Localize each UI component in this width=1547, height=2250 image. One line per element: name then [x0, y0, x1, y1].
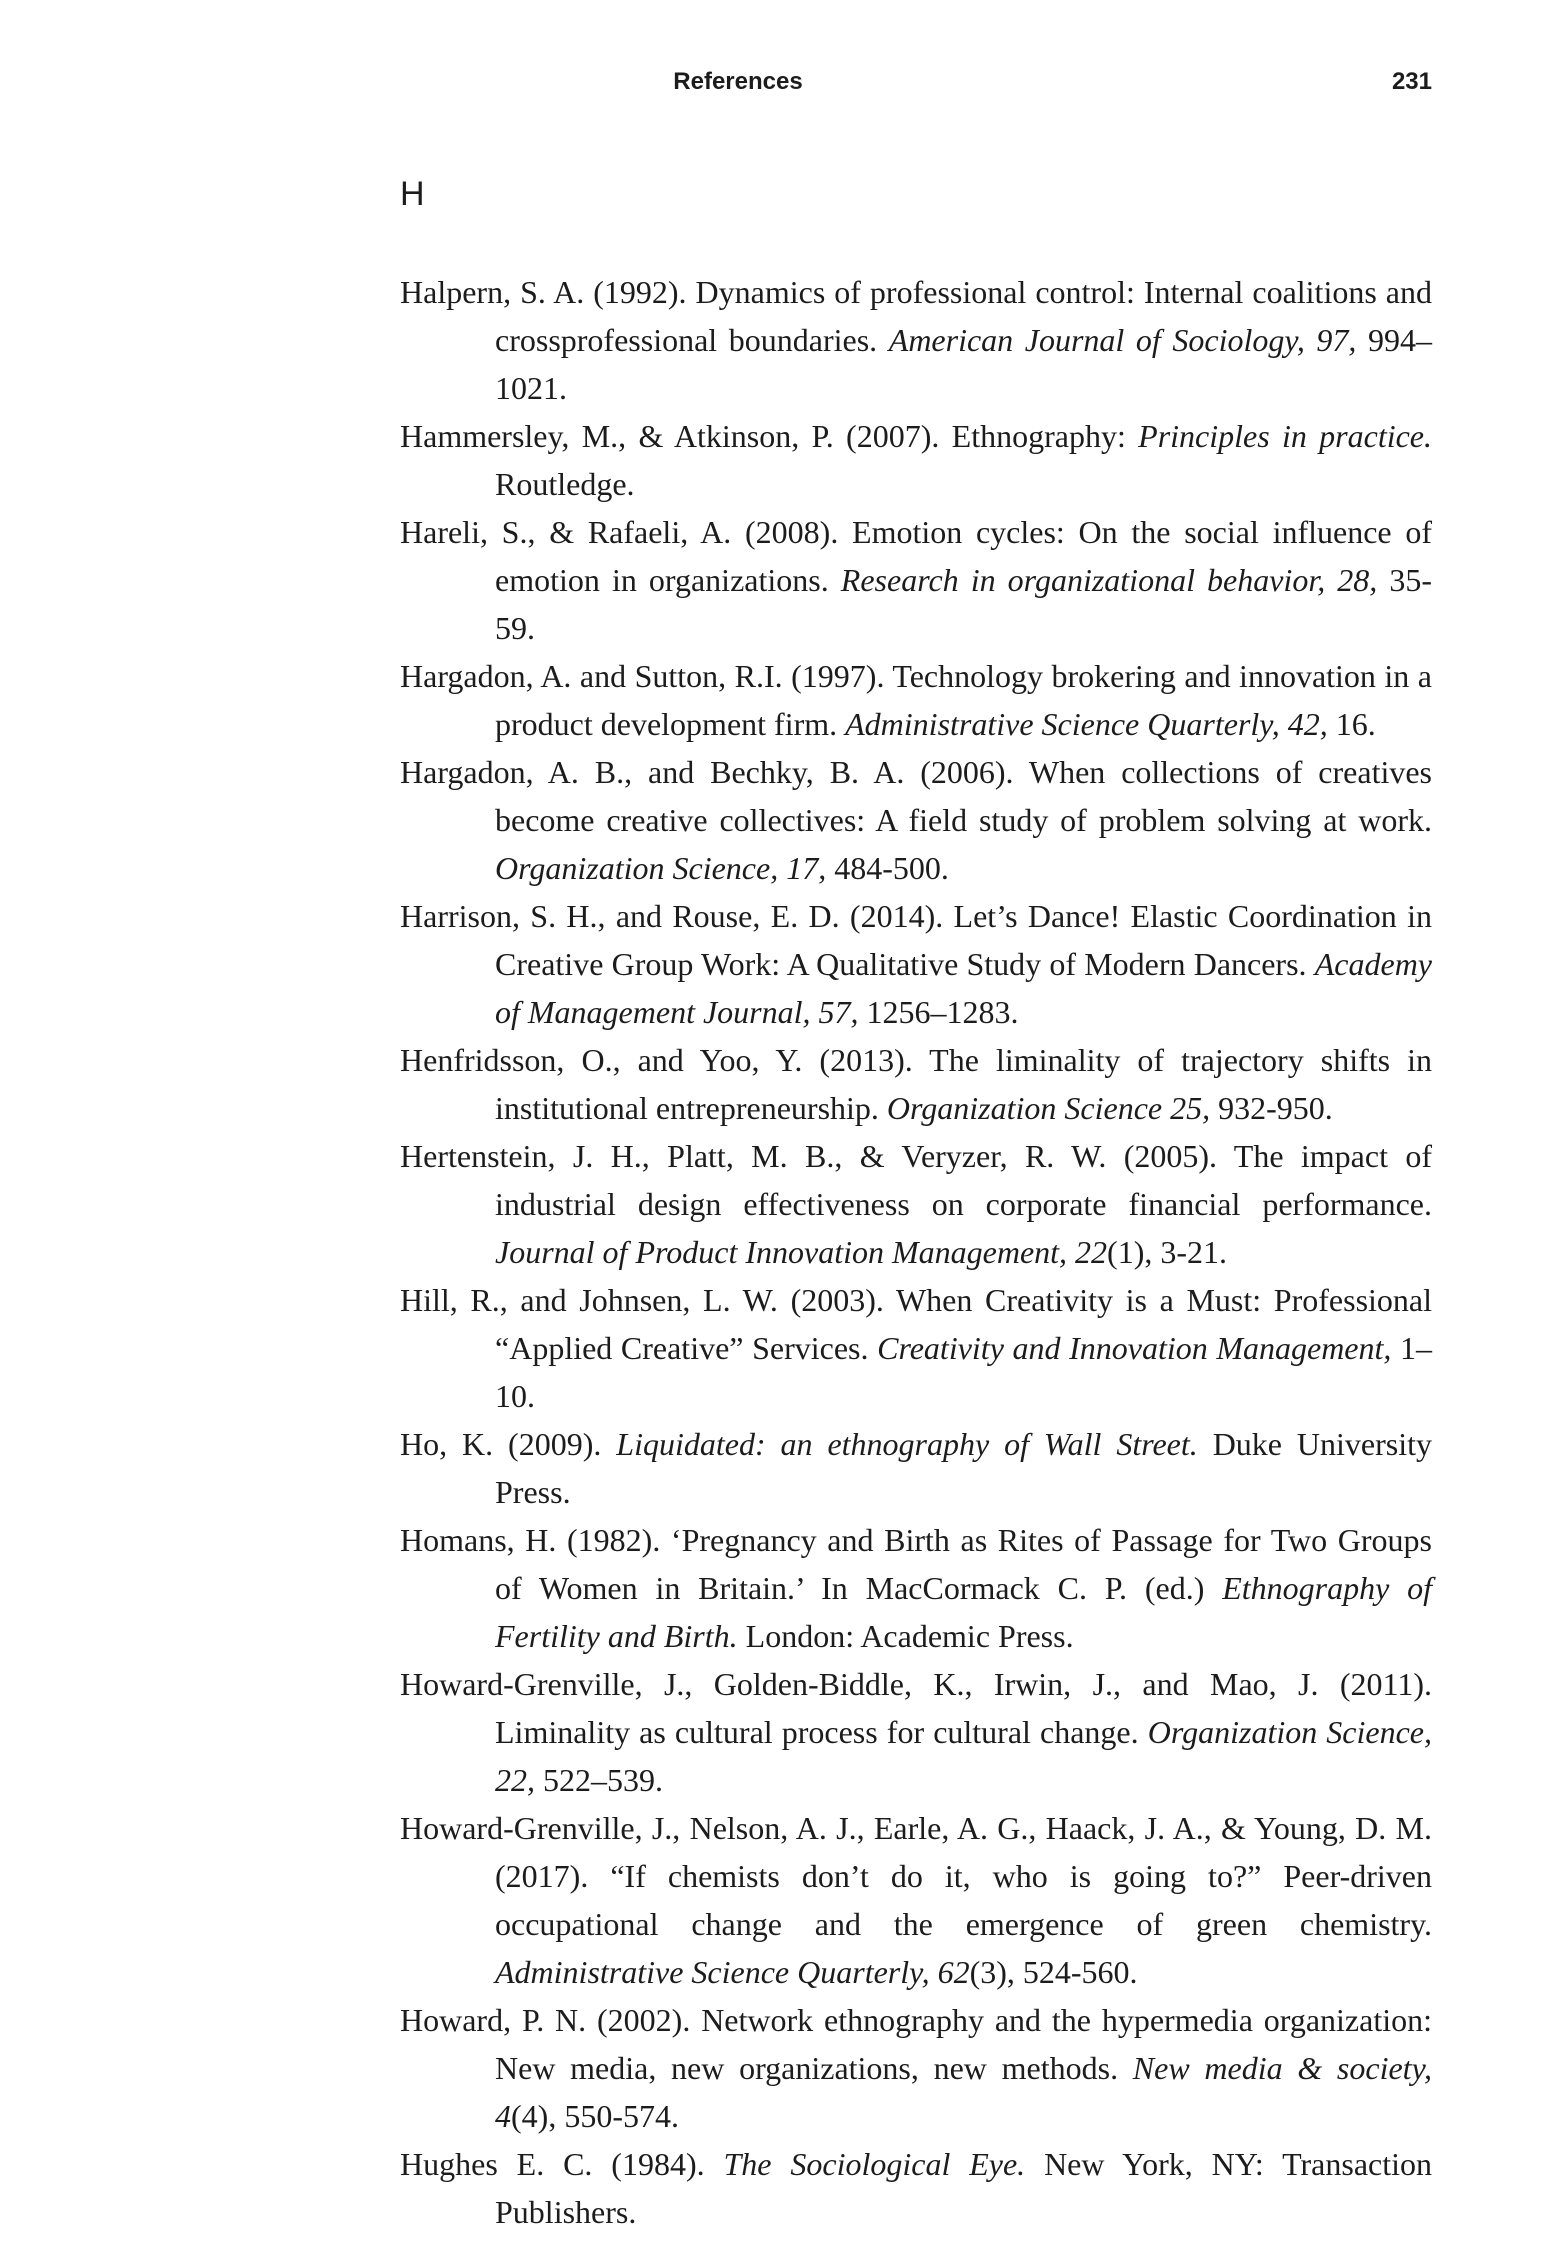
reference-source: Administrative Science Quarterly, 42,: [845, 706, 1328, 742]
reference-entry: [400, 508, 1432, 652]
reference-source: Ethnography of Fertility and Birth.: [495, 1570, 1433, 1654]
reference-source: Research in organizational behavior, 28,: [840, 562, 1378, 598]
reference-entry: [400, 748, 1432, 892]
reference-source: Principles in practice.: [1138, 418, 1433, 454]
reference-source: Administrative Science Quarterly, 62: [495, 1954, 970, 1990]
reference-entry: [400, 892, 1432, 1036]
reference-list: [400, 268, 1432, 2236]
reference-pages: 1256–1283.: [858, 994, 1019, 1030]
reference-pages: London: Academic Press.: [737, 1618, 1074, 1654]
reference-text: Howard, P. N. (2002). Network ethnography and the hypermedia organization: New media, new organizations, new methods.: [400, 2002, 1432, 2086]
reference-pages: 1–10.: [495, 1330, 1433, 1414]
reference-text: Homans, H. (1982). ‘Pregnancy and Birth as Rites of Passage for Two Groups of Women in Britain.’ In MacCormack C. P. (ed.): [400, 1522, 1432, 1606]
reference-source: Organization Science, 17,: [495, 850, 827, 886]
reference-entry: [400, 1420, 1432, 1516]
reference-entry: [400, 412, 1432, 508]
reference-pages: (1), 3-21.: [1107, 1234, 1228, 1270]
reference-entry: [400, 1996, 1432, 2140]
running-header: [400, 68, 1432, 104]
running-title: References: [673, 68, 803, 95]
reference-entry: [400, 268, 1432, 412]
reference-entry: [400, 1804, 1432, 1996]
reference-pages: 35-59.: [495, 562, 1433, 646]
reference-source: Organization Science 25,: [886, 1090, 1211, 1126]
reference-source: American Journal of Sociology, 97,: [888, 322, 1357, 358]
reference-pages: (4), 550-574.: [511, 2098, 679, 2134]
reference-entry: [400, 652, 1432, 748]
reference-text: Howard-Grenville, J., Golden-Biddle, K., Irwin, J., and Mao, J. (2011). Liminality as cultural process for cultural change.: [400, 1666, 1432, 1750]
reference-pages: 16.: [1327, 706, 1376, 742]
reference-pages: Duke University Press.: [495, 1426, 1433, 1510]
reference-source: The Sociological Eye.: [723, 2146, 1026, 2182]
reference-entry: [400, 1132, 1432, 1276]
reference-entry: [400, 1660, 1432, 1804]
reference-pages: 932-950.: [1210, 1090, 1333, 1126]
reference-pages: 484-500.: [826, 850, 949, 886]
page-number: 231: [1391, 68, 1432, 95]
reference-pages: 522–539.: [535, 1762, 663, 1798]
reference-text: Howard-Grenville, J., Nelson, A. J., Earle, A. G., Haack, J. A., & Young, D. M. (2017). “If chemists don’t do it, who is going to?” Peer-driven occupational change and the emergence of green chemistry.: [400, 1810, 1432, 1942]
reference-source: New media & society, 4: [495, 2050, 1433, 2134]
reference-text: Harrison, S. H., and Rouse, E. D. (2014). Let’s Dance! Elastic Coordination in Creative Group Work: A Qualitative Study of Modern Dancers.: [400, 898, 1432, 982]
reference-text: Hughes E. C. (1984).: [400, 2146, 724, 2182]
reference-entry: [400, 1276, 1432, 1420]
section-letter-heading: H: [400, 175, 425, 213]
reference-source: Organization Science, 22,: [495, 1714, 1433, 1798]
reference-entry: [400, 1036, 1432, 1132]
reference-text: Henfridsson, O., and Yoo, Y. (2013). The liminality of trajectory shifts in institutional entrepreneurship.: [400, 1042, 1432, 1126]
reference-entry: [400, 1516, 1432, 1660]
reference-text: Hammersley, M., & Atkinson, P. (2007). Ethnography:: [400, 418, 1139, 454]
reference-text: Hill, R., and Johnsen, L. W. (2003). When Creativity is a Must: Professional “Applied Creative” Services.: [400, 1282, 1432, 1366]
reference-source: Creativity and Innovation Management,: [877, 1330, 1392, 1366]
reference-pages: New York, NY: Transaction Publishers.: [495, 2146, 1433, 2230]
reference-source: Liquidated: an ethnography of Wall Street.: [616, 1426, 1198, 1462]
reference-source: Academy of Management Journal, 57,: [495, 946, 1432, 1030]
reference-pages: 994–1021.: [495, 322, 1432, 406]
reference-entry: [400, 2140, 1432, 2236]
reference-text: Hargadon, A. and Sutton, R.I. (1997). Technology brokering and innovation in a product development firm.: [400, 658, 1432, 742]
reference-text: Hareli, S., & Rafaeli, A. (2008). Emotion cycles: On the social influence of emotion in organizations.: [400, 514, 1432, 598]
reference-source: Journal of Product Innovation Management, 22: [495, 1234, 1108, 1270]
reference-pages: (3), 524-560.: [969, 1954, 1138, 1990]
reference-text: Halpern, S. A. (1992). Dynamics of professional control: Internal coalitions and crossprofessional boundaries.: [400, 274, 1432, 358]
reference-text: Hertenstein, J. H., Platt, M. B., & Veryzer, R. W. (2005). The impact of industrial design effectiveness on corporate financial performance.: [400, 1138, 1432, 1222]
reference-pages: Routledge.: [495, 466, 635, 502]
reference-text: Hargadon, A. B., and Bechky, B. A. (2006). When collections of creatives become creative collectives: A field study of problem solving at work.: [400, 754, 1432, 838]
reference-text: Ho, K. (2009).: [400, 1426, 617, 1462]
